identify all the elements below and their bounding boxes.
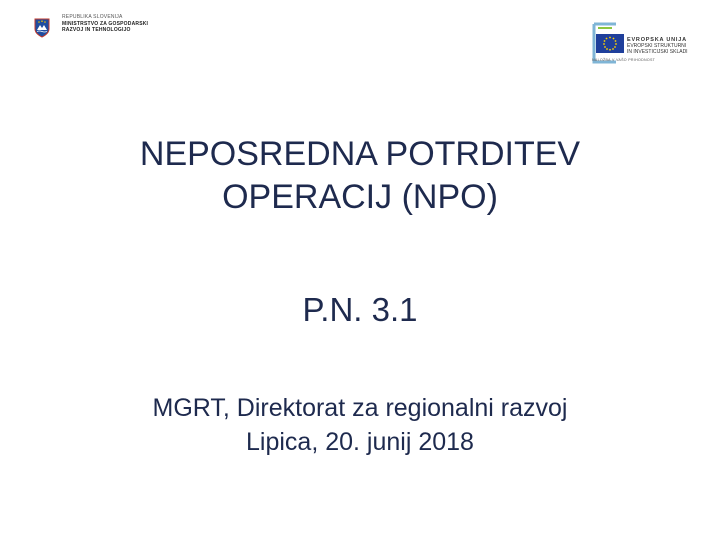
eu-text <box>627 37 688 55</box>
subtitle-line-1: MGRT, Direktorat za regionalni razvoj <box>152 394 568 422</box>
slide-title <box>60 133 660 219</box>
eu-line-3: IN INVESTICIJSKI SKLADI <box>627 49 688 55</box>
slovenia-coat-of-arms-icon <box>34 18 50 38</box>
eu-flag-icon <box>596 34 624 53</box>
ministry-line-1: REPUBLIKA SLOVENIJA <box>62 14 123 20</box>
program-code: P.N. 3.1 <box>302 291 418 328</box>
ministry-line-3: RAZVOJ IN TEHNOLOGIJO <box>62 27 131 33</box>
eu-funds-logo <box>592 22 710 66</box>
title-line-2: OPERACIJ (NPO) <box>222 178 498 216</box>
ministry-line-2: MINISTRSTVO ZA GOSPODARSKI <box>62 20 149 27</box>
eu-line-1: EVROPSKA UNIJA <box>627 37 687 43</box>
ministry-logo <box>34 14 148 38</box>
eu-stars-icon <box>596 34 624 53</box>
title-line-1: NEPOSREDNA POTRDITEV <box>139 135 581 173</box>
slide-subtitle <box>60 391 660 459</box>
ministry-text <box>62 14 148 34</box>
subtitle-line-2: Lipica, 20. junij 2018 <box>246 428 474 456</box>
eu-line-2: EVROPSKI STRUKTURNI <box>627 43 687 49</box>
eu-footer: NALOŽBA V VAŠO PRIHODNOST <box>592 58 656 62</box>
